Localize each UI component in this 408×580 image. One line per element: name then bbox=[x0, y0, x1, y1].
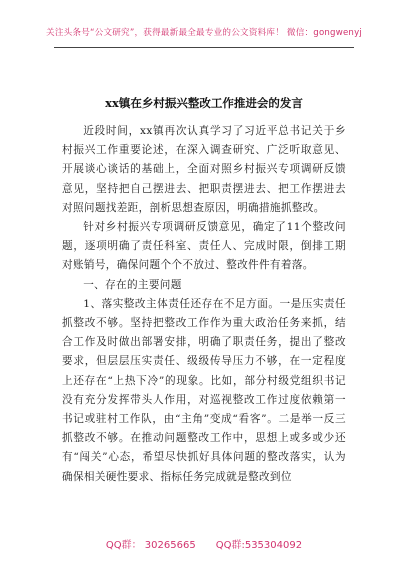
footer-qq-group-1: QQ群： 30265665 bbox=[105, 540, 196, 551]
section-heading: 一、存在的主要问题 bbox=[83, 278, 182, 291]
paragraph: 针对乡村振兴专项调研反馈意见，确定了11个整改问题，逐项明确了责任科室、责任人、完成时限，倒排工期对账销号，确保问题个个不放过、整改件件有着落。 bbox=[62, 221, 346, 272]
paragraph: 1、落实整改主体责任还存在不足方面。一是压实责任抓整改不够。坚持把整改工作作为重大政治任务来抓，结合工作及时做出部署安排，明确了职责任务，提出了整改要求，但层层压实责任、级级传导压力不够，在一定程度上还存在“上热下冷”的现象。比如，部分村级党组织书记没有充分发挥带头人作用，对巡视整改工作过度依赖第一书记或驻村工作队，由“主角”变成“看客”。二是举一反三抓整改不够。在推动问题整改工作中，思想上或多或少还有“闯关”心态，希望尽快抓好具体问题的整改落实，认为确保相关硬性要求、指标任务完成就是整改到位 bbox=[62, 297, 346, 483]
footer-contact bbox=[0, 536, 408, 551]
header-banner: 关注头条号“公文研究”，获得最新最全最专业的公文资料库！ 微信：gongwenyj bbox=[46, 28, 362, 38]
footer-qq-group-2: QQ群:535304092 bbox=[215, 540, 303, 551]
document-title: xx镇在乡村振兴整改工作推进会的发言 bbox=[105, 96, 303, 110]
paragraph: 近段时间，xx镇再次认真学习了习近平总书记关于乡村振兴工作重要论述，在深入调查研究、广泛听取意见、开展谈心谈话的基础上，全面对照乡村振兴专项调研反馈意见，坚持把自己摆进去、把职责摆进去、把工作摆进去对照问题找差距，剖析思想查原因，明确措施抓整改。 bbox=[62, 125, 346, 214]
header-divider bbox=[54, 47, 354, 48]
document-body bbox=[62, 122, 346, 487]
